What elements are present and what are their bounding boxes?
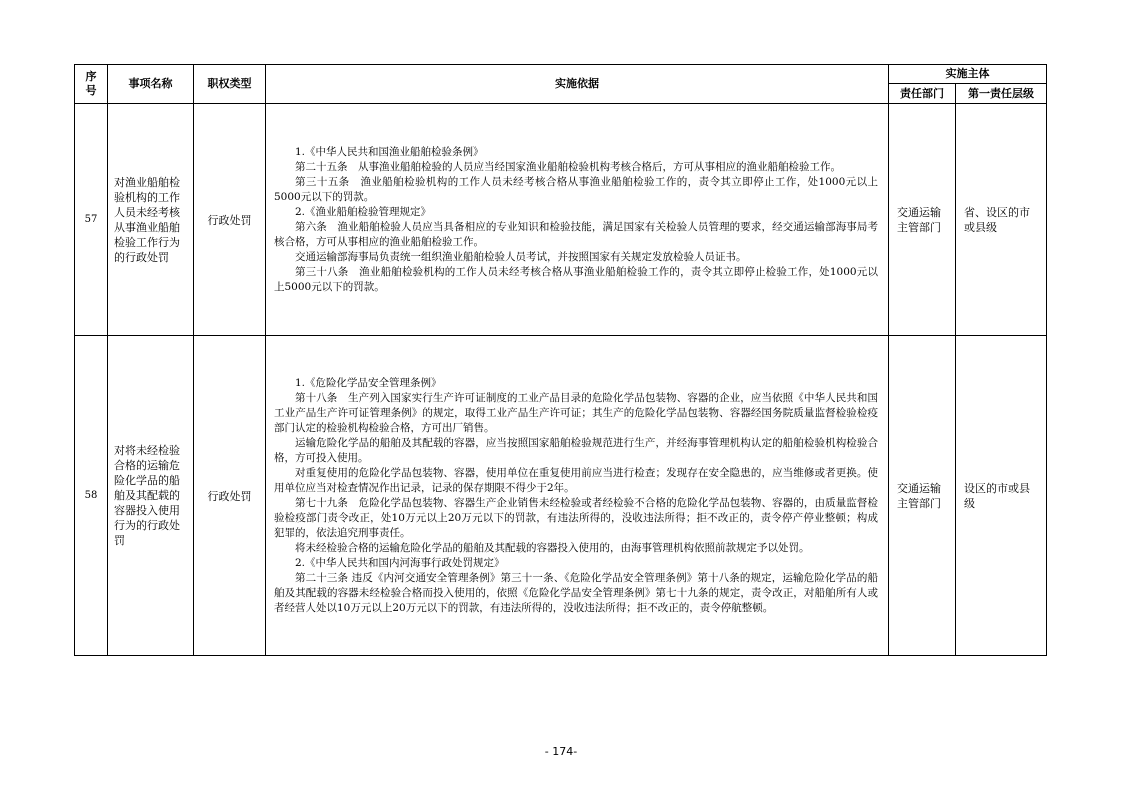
- basis-line: 第十八条 生产列入国家实行生产许可证制度的工业产品目录的危险化学品包装物、容器的企业，应当依照《中华人民共和国工业产品生产许可证管理条例》的规定，取得工业产品生产许可证；其生产的危险化学品包装物、容器经国务院质量监督检验检疫部门认定的检验机构检验合格，方可出厂销售。: [274, 391, 878, 434]
- page-number: - 174-: [544, 745, 578, 758]
- header-basis: 实施依据: [266, 65, 889, 104]
- header-name: 事项名称: [108, 65, 194, 104]
- header-type: 职权类型: [194, 65, 266, 104]
- basis-line: 对重复使用的危险化学品包装物、容器，使用单位在重复使用前应当进行检查；发现存在安全隐患的，应当维修或者更换。使用单位应当对检查情况作出记录，记录的保存期限不得少于2年。: [274, 466, 878, 494]
- basis-line: 将未经检验合格的运输危险化学品的船舶及其配载的容器投入使用的，由海事管理机构依照前款规定予以处罚。: [295, 541, 810, 554]
- basis-line: 2.《中华人民共和国内河海事行政处罚规定》: [295, 556, 505, 569]
- basis-line: 第三十八条 渔业船舶检验机构的工作人员未经考核合格从事渔业船舶检验工作的，责令其立即停止检验工作，处1000元以上5000元以下的罚款。: [274, 265, 878, 293]
- basis-line: 第二十三条 违反《内河交通安全管理条例》第三十一条、《危险化学品安全管理条例》第十八条的规定，运输危险化学品的船舶及其配载的容器未经检验合格而投入使用的，依照《危险化学品安全管理条例》第七十九条的规定，责令改正，对船舶所有人或者经营人处以10万元以上20万元以下的罚款，有违法所得的，没收违法所得；拒不改正的，责令停航整顿。: [274, 571, 878, 614]
- row-basis: [266, 104, 889, 336]
- header-level: 第一责任层级: [956, 84, 1047, 104]
- row-dept: 交通运输主管部门: [889, 104, 956, 336]
- basis-line: 第六条 渔业船舶检验人员应当具备相应的专业知识和检验技能，满足国家有关检验人员管理的要求，经交通运输部海事局考核合格，方可从事相应的渔业船舶检验工作。: [274, 220, 878, 248]
- basis-line: 交通运输部海事局负责统一组织渔业船舶检验人员考试，并按照国家有关规定发放检验人员证书。: [295, 250, 747, 263]
- basis-line: 运输危险化学品的船舶及其配载的容器，应当按照国家船舶检验规范进行生产，并经海事管理机构认定的船舶检验机构检验合格，方可投入使用。: [274, 436, 878, 464]
- header-dept: 责任部门: [889, 84, 956, 104]
- header-subject: 实施主体: [889, 65, 1047, 84]
- row-level: 省、设区的市或县级: [956, 104, 1047, 336]
- row-type: 行政处罚: [194, 104, 266, 336]
- row-name: 对将未经检验合格的运输危险化学品的船舶及其配载的容器投入使用行为的行政处罚: [108, 336, 194, 656]
- basis-line: 1.《中华人民共和国渔业船舶检验条例》: [295, 145, 484, 158]
- row-basis: [266, 336, 889, 656]
- basis-line: 1.《危险化学品安全管理条例》: [295, 376, 442, 389]
- table-row: [75, 336, 1047, 656]
- row-seq: 58: [75, 336, 108, 656]
- basis-line: 第三十五条 渔业船舶检验机构的工作人员未经考核合格从事渔业船舶检验工作的，责令其立即停止工作，处1000元以上5000元以下的罚款。: [274, 175, 878, 203]
- row-seq: 57: [75, 104, 108, 336]
- row-dept: 交通运输主管部门: [889, 336, 956, 656]
- row-name: 对渔业船舶检验机构的工作人员未经考核从事渔业船舶检验工作行为的行政处罚: [108, 104, 194, 336]
- items-table: [74, 64, 1047, 656]
- row-level: 设区的市或县级: [956, 336, 1047, 656]
- row-type: 行政处罚: [194, 336, 266, 656]
- basis-line: 第二十五条 从事渔业船舶检验的人员应当经国家渔业船舶检验机构考核合格后，方可从事相应的渔业船舶检验工作。: [295, 160, 841, 173]
- table-row: [75, 104, 1047, 336]
- header-seq: 序号: [75, 65, 108, 104]
- basis-line: 2.《渔业船舶检验管理规定》: [295, 205, 432, 218]
- basis-line: 第七十九条 危险化学品包装物、容器生产企业销售未经检验或者经检验不合格的危险化学品包装物、容器的，由质量监督检验检疫部门责令改正，处10万元以上20万元以下的罚款，有违法所得的，没收违法所得；拒不改正的，责令停产停业整顿；构成犯罪的，依法追究刑事责任。: [274, 496, 878, 539]
